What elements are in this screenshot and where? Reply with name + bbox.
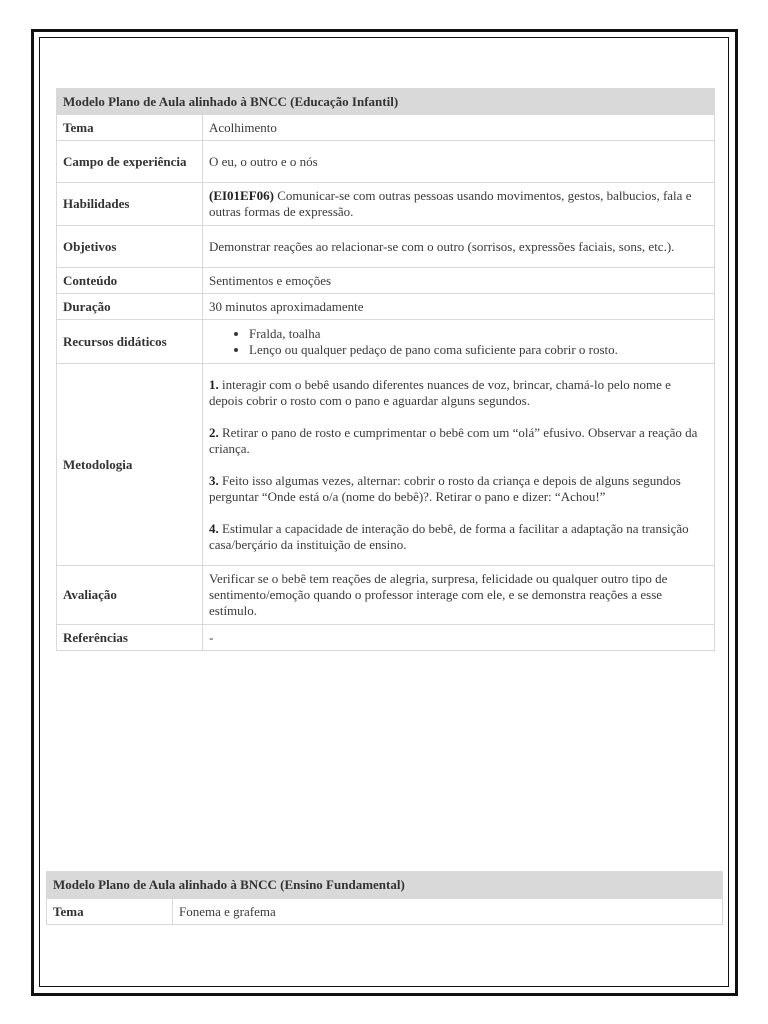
habilidade-code: (EI01EF06) xyxy=(209,188,274,203)
row-label-duracao: Duração xyxy=(57,294,203,320)
table-title: Modelo Plano de Aula alinhado à BNCC (Educação Infantil) xyxy=(57,89,715,115)
resources-list xyxy=(209,326,708,358)
row-value-duracao: 30 minutos aproximadamente xyxy=(203,294,715,320)
row-label-metodologia: Metodologia xyxy=(57,364,203,566)
row-label-tema: Tema xyxy=(57,115,203,141)
resource-item: • Lenço ou qualquer pedaço de pano coma suficiente para cobrir o rosto. xyxy=(249,342,708,358)
method-step-number: 3. xyxy=(209,472,219,488)
row-label-referencias: Referências xyxy=(57,625,203,651)
table-title: Modelo Plano de Aula alinhado à BNCC (Ensino Fundamental) xyxy=(47,872,723,899)
row-label-conteudo: Conteúdo xyxy=(57,268,203,294)
row-label-campo: Campo de experiência xyxy=(57,141,203,183)
row-label-objetivos: Objetivos xyxy=(57,226,203,268)
row-value-referencias: - xyxy=(203,625,715,651)
method-step xyxy=(209,377,708,409)
lesson-plan-table-infantil xyxy=(56,88,715,651)
row-value-avaliacao: Verificar se o bebê tem reações de alegria, surpresa, felicidade ou qualquer outro tipo de sentimento/emoção quando o professor interage com ele, e se demonstra reações a esse estímulo. xyxy=(203,566,715,625)
method-step-number: 1. xyxy=(209,376,219,392)
row-value-campo: O eu, o outro e o nós xyxy=(203,141,715,183)
method-step xyxy=(209,425,708,457)
lesson-plan-table-fundamental xyxy=(46,871,723,925)
row-value-conteudo: Sentimentos e emoções xyxy=(203,268,715,294)
resource-item: • Fralda, toalha xyxy=(249,326,708,342)
method-step-text: Estimular a capacidade de interação do bebê, de forma a facilitar a adaptação na transição casa/berçário da instituição de ensino. xyxy=(209,520,689,552)
method-step xyxy=(209,521,708,553)
row-label-habilidades: Habilidades xyxy=(57,183,203,226)
row-value-objetivos: Demonstrar reações ao relacionar-se com o outro (sorrisos, expressões faciais, sons, etc.). xyxy=(203,226,715,268)
method-step-text: Retirar o pano de rosto e cumprimentar o bebê com um “olá” efusivo. Observar a reação da criança. xyxy=(209,424,698,456)
row-value-habilidades xyxy=(203,183,715,226)
row-label-avaliacao: Avaliação xyxy=(57,566,203,625)
row-value-metodologia xyxy=(203,364,715,566)
method-step-text: interagir com o bebê usando diferentes nuances de voz, brincar, chamá-lo pelo nome e depois cobrir o rosto com o pano e aguardar alguns segundos. xyxy=(209,376,671,408)
row-label-recursos: Recursos didáticos xyxy=(57,320,203,364)
method-step-number: 4. xyxy=(209,520,219,536)
row-value-recursos xyxy=(203,320,715,364)
row-label-tema: Tema xyxy=(47,899,173,925)
habilidade-text: Comunicar-se com outras pessoas usando movimentos, gestos, balbucios, fala e outras formas de expressão. xyxy=(209,188,692,219)
row-value-tema: Fonema e grafema xyxy=(173,899,723,925)
row-value-tema: Acolhimento xyxy=(203,115,715,141)
method-step-text: Feito isso algumas vezes, alternar: cobrir o rosto da criança e depois de alguns segundos perguntar “Onde está o/a (nome do bebê)?. Retirar o pano e dizer: “Achou!” xyxy=(209,472,681,504)
method-step-number: 2. xyxy=(209,424,219,440)
method-step xyxy=(209,473,708,505)
